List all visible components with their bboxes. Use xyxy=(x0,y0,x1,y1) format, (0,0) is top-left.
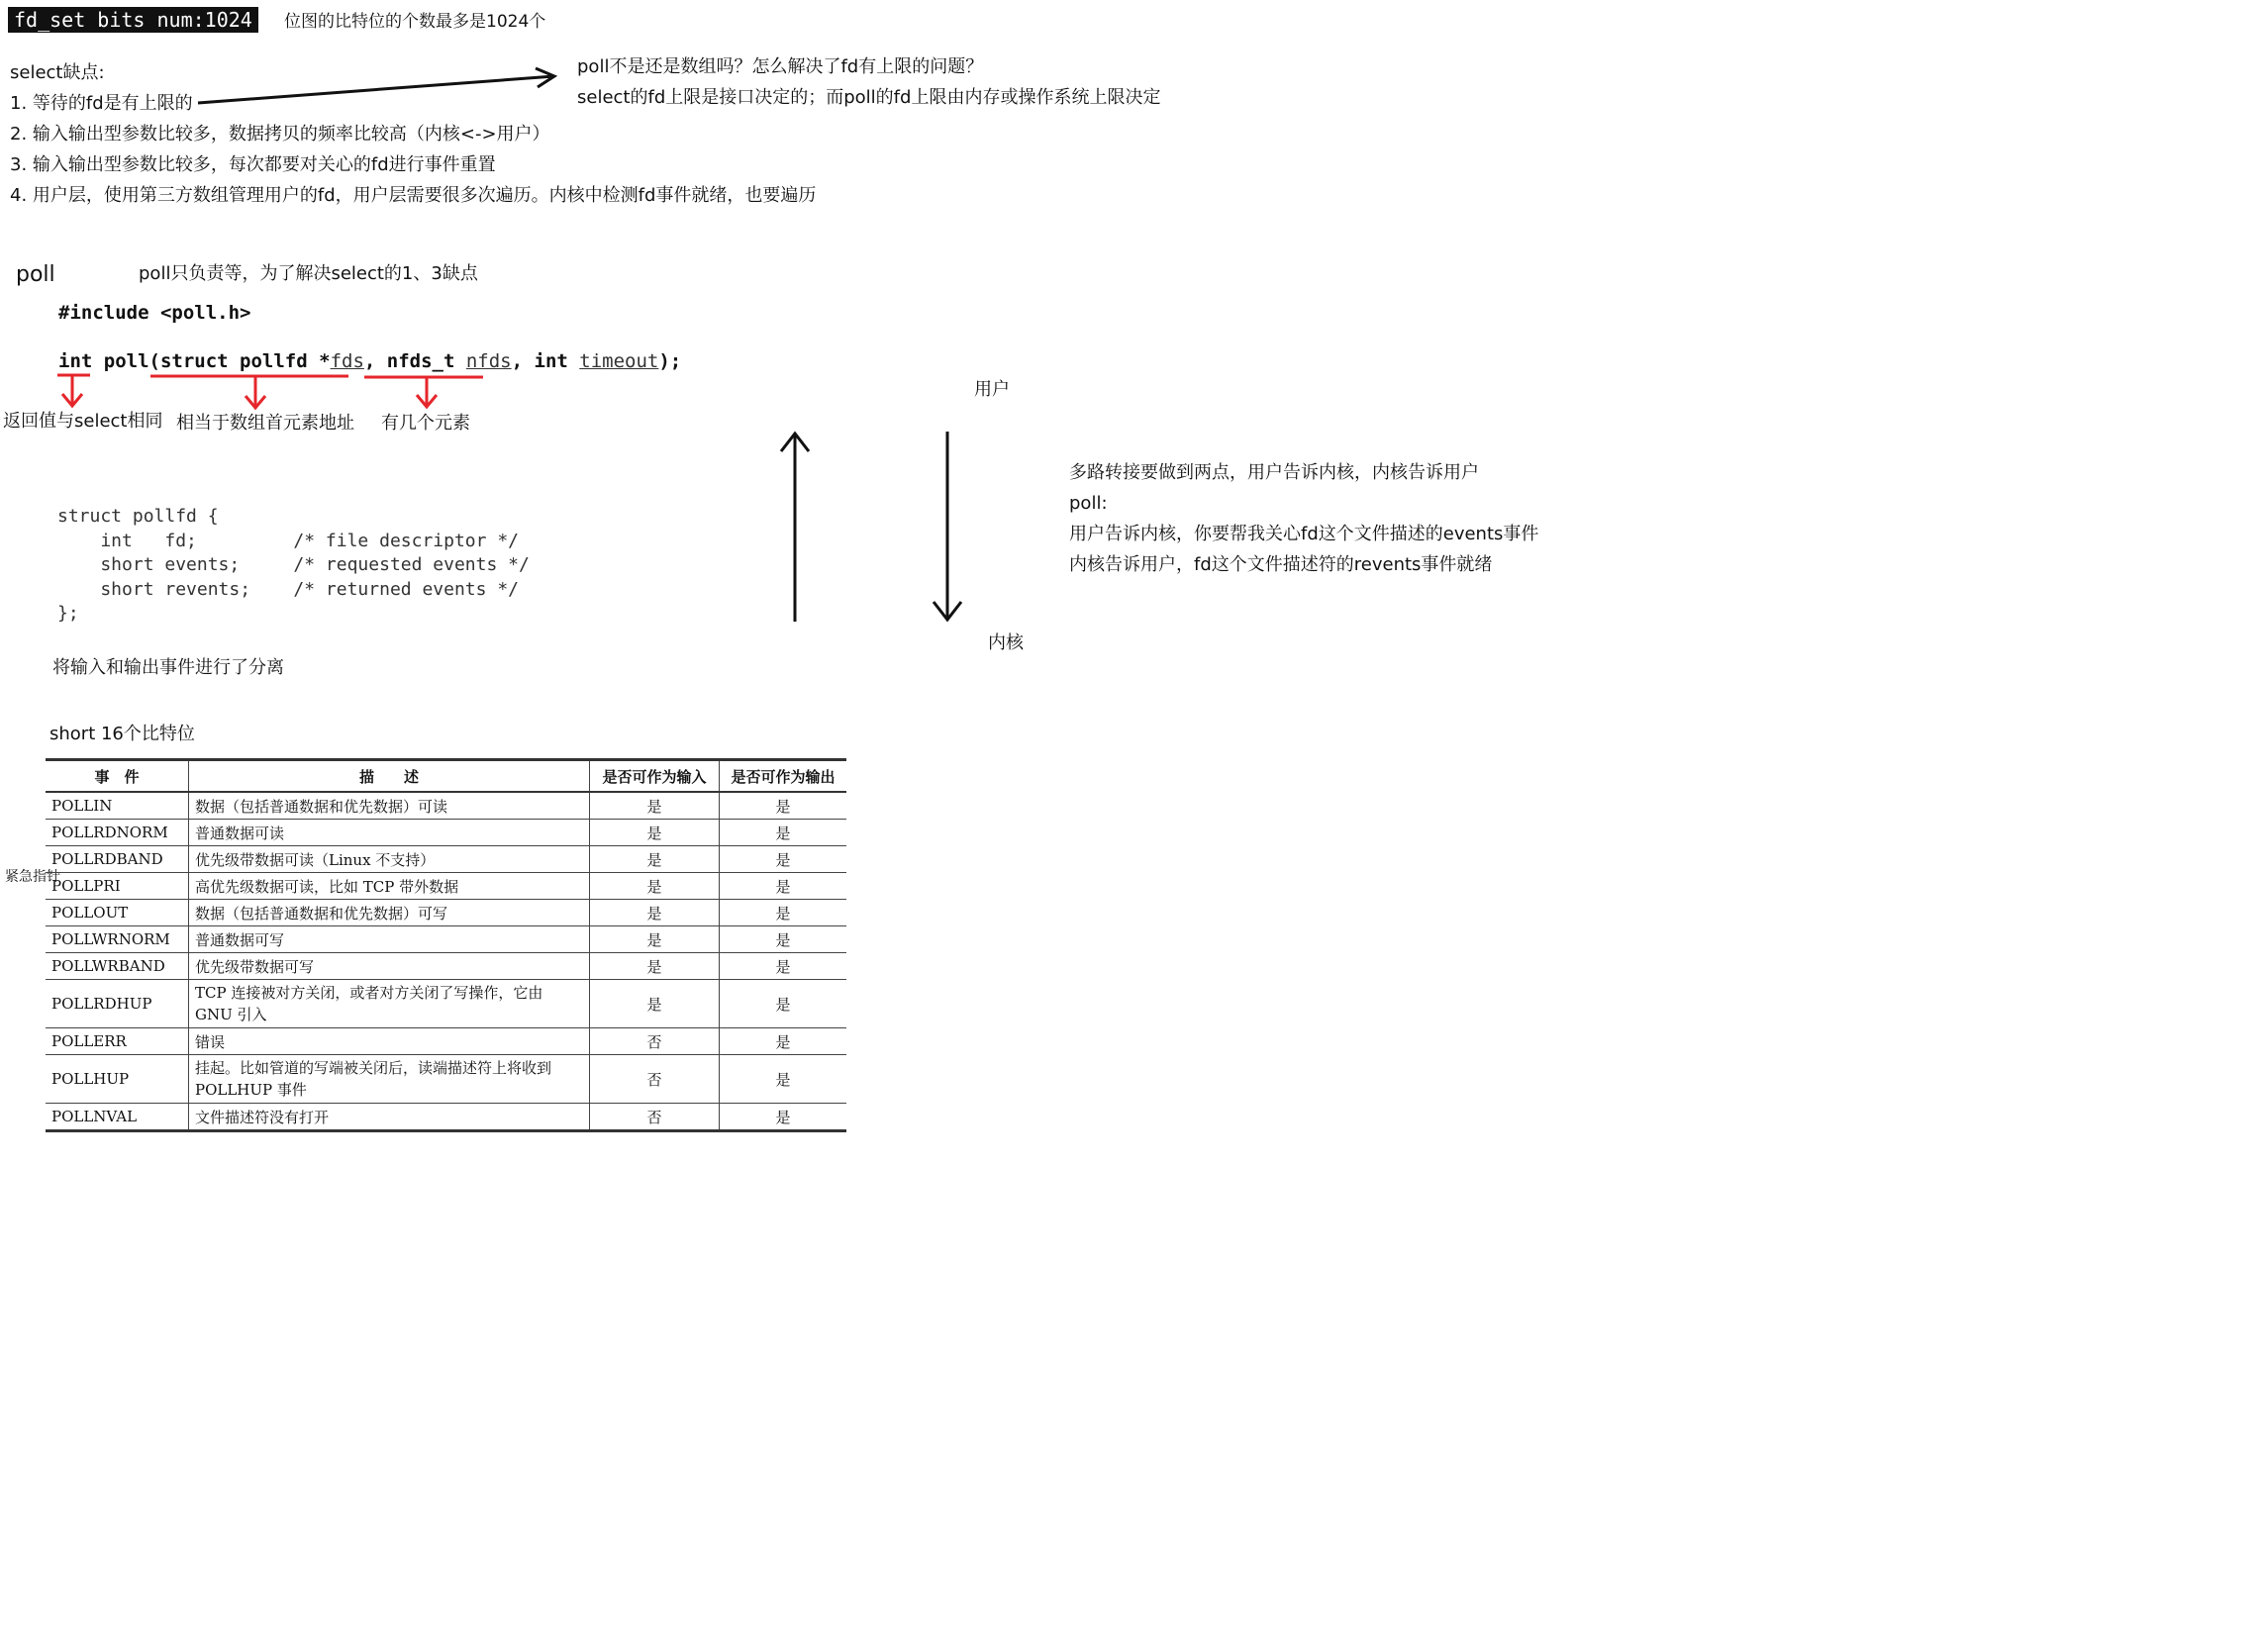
header-desc: 描 述 xyxy=(189,760,590,793)
sig-func-name: poll( xyxy=(92,350,160,372)
event-name: POLLPRI xyxy=(46,873,189,900)
poll-event-table xyxy=(46,758,846,1132)
table-row xyxy=(46,820,846,846)
sig-param-type: struct pollfd * xyxy=(159,350,331,372)
header-output: 是否可作为输出 xyxy=(720,760,847,793)
poll-purpose: poll只负责等，为了解决select的1、3缺点 xyxy=(139,263,478,284)
event-name: POLLNVAL xyxy=(46,1104,189,1131)
table-row xyxy=(46,1055,846,1104)
fd-set-bits-badge: fd_set bits num:1024 xyxy=(8,7,258,33)
event-output: 是 xyxy=(720,926,847,953)
event-input: 是 xyxy=(590,926,720,953)
event-desc: 挂起。比如管道的写端被关闭后，读端描述符上将收到 POLLHUP 事件 xyxy=(189,1055,590,1104)
table-row xyxy=(46,900,846,926)
struct-pollfd-line-1: int fd; /* file descriptor */ xyxy=(57,530,519,551)
struct-pollfd-line-3: short revents; /* returned events */ xyxy=(57,578,519,600)
event-desc: 数据（包括普通数据和优先数据）可读 xyxy=(189,792,590,820)
include-line: #include <poll.h> xyxy=(58,302,251,324)
table-row xyxy=(46,1028,846,1055)
event-input: 是 xyxy=(590,820,720,846)
header-input: 是否可作为输入 xyxy=(590,760,720,793)
annotation-fds: 相当于数组首元素地址 xyxy=(176,413,354,434)
event-input: 否 xyxy=(590,1028,720,1055)
event-name: POLLWRNORM xyxy=(46,926,189,953)
sig-nfds-type: nfds_t xyxy=(386,350,466,372)
multiplex-line-3: 用户告诉内核，你要帮我关心fd这个文件描述的events事件 xyxy=(1069,524,1539,544)
event-output: 是 xyxy=(720,1028,847,1055)
sig-end: ); xyxy=(658,350,682,372)
event-output: 是 xyxy=(720,953,847,980)
event-desc: 错误 xyxy=(189,1028,590,1055)
table-row xyxy=(46,1104,846,1131)
label-kernel: 内核 xyxy=(988,632,1024,653)
header-event: 事 件 xyxy=(46,760,189,793)
event-name: POLLRDNORM xyxy=(46,820,189,846)
select-con-1: 1. 等待的fd是有上限的 xyxy=(10,93,193,114)
event-input: 否 xyxy=(590,1104,720,1131)
table-row xyxy=(46,953,846,980)
poll-label: poll xyxy=(16,262,55,287)
multiplex-line-4: 内核告诉用户，fd这个文件描述符的revents事件就绪 xyxy=(1069,554,1493,575)
event-output: 是 xyxy=(720,980,847,1028)
event-desc: 普通数据可写 xyxy=(189,926,590,953)
event-desc: 优先级带数据可写 xyxy=(189,953,590,980)
event-output: 是 xyxy=(720,820,847,846)
struct-pollfd-line-2: short events; /* requested events */ xyxy=(57,554,530,575)
table-row xyxy=(46,792,846,820)
select-con-4: 4. 用户层，使用第三方数组管理用户的fd，用户层需要很多次遍历。内核中检测fd事件就绪，也要遍历 xyxy=(10,185,817,206)
event-name: POLLRDBAND xyxy=(46,846,189,873)
event-input: 是 xyxy=(590,873,720,900)
select-cons-title: select缺点: xyxy=(10,62,105,83)
multiplex-line-1: 多路转接要做到两点，用户告诉内核，内核告诉用户 xyxy=(1069,462,1479,483)
event-output: 是 xyxy=(720,792,847,820)
struct-pollfd-line-0: struct pollfd { xyxy=(57,506,219,527)
event-desc: 数据（包括普通数据和优先数据）可写 xyxy=(189,900,590,926)
event-name: POLLOUT xyxy=(46,900,189,926)
sig-param-timeout: timeout xyxy=(579,350,659,372)
event-input: 否 xyxy=(590,1055,720,1104)
event-input: 是 xyxy=(590,792,720,820)
event-input: 是 xyxy=(590,953,720,980)
select-con-2: 2. 输入输出型参数比较多，数据拷贝的频率比较高（内核<->用户） xyxy=(10,124,550,145)
sig-return-type: int xyxy=(58,350,93,372)
event-desc: 文件描述符没有打开 xyxy=(189,1104,590,1131)
label-user: 用户 xyxy=(974,379,1010,400)
red-callouts xyxy=(57,375,483,408)
short-bits-note: short 16个比特位 xyxy=(49,724,195,744)
sig-param-fds: fds xyxy=(330,350,364,372)
event-output: 是 xyxy=(720,1055,847,1104)
table-row xyxy=(46,846,846,873)
event-input: 是 xyxy=(590,900,720,926)
annotation-nfds: 有几个元素 xyxy=(381,413,470,434)
table-row xyxy=(46,873,846,900)
event-name: POLLWRBAND xyxy=(46,953,189,980)
event-output: 是 xyxy=(720,1104,847,1131)
event-output: 是 xyxy=(720,873,847,900)
event-desc: 普通数据可读 xyxy=(189,820,590,846)
event-output: 是 xyxy=(720,846,847,873)
fd-limit-arrow xyxy=(198,76,554,103)
event-input: 是 xyxy=(590,846,720,873)
badge-note: 位图的比特位的个数最多是1024个 xyxy=(284,12,546,32)
table-row xyxy=(46,926,846,953)
question-line-2: select的fd上限是接口决定的；而poll的fd上限由内存或操作系统上限决定 xyxy=(577,87,1161,108)
event-desc: TCP 连接被对方关闭，或者对方关闭了写操作，它由 GNU 引入 xyxy=(189,980,590,1028)
table-row xyxy=(46,980,846,1028)
struct-pollfd-line-4: }; xyxy=(57,603,79,624)
sig-comma-1: , xyxy=(363,350,387,372)
event-output: 是 xyxy=(720,900,847,926)
sig-timeout-type: int xyxy=(534,350,580,372)
event-desc: 高优先级数据可读，比如 TCP 带外数据 xyxy=(189,873,590,900)
event-desc: 优先级带数据可读（Linux 不支持） xyxy=(189,846,590,873)
event-input: 是 xyxy=(590,980,720,1028)
separation-note: 将输入和输出事件进行了分离 xyxy=(52,657,284,678)
event-name: POLLERR xyxy=(46,1028,189,1055)
table-header-row xyxy=(46,760,846,793)
sig-param-nfds: nfds xyxy=(465,350,512,372)
event-name: POLLIN xyxy=(46,792,189,820)
multiplex-line-2: poll: xyxy=(1069,493,1108,514)
sig-comma-2: , xyxy=(511,350,535,372)
urgent-pointer-note: 紧急指针 xyxy=(5,869,60,885)
event-name: POLLHUP xyxy=(46,1055,189,1104)
select-con-3: 3. 输入输出型参数比较多，每次都要对关心的fd进行事件重置 xyxy=(10,154,496,175)
annotation-return: 返回值与select相同 xyxy=(3,411,163,432)
question-line-1: poll不是还是数组吗？怎么解决了fd有上限的问题？ xyxy=(577,56,984,77)
event-name: POLLRDHUP xyxy=(46,980,189,1028)
